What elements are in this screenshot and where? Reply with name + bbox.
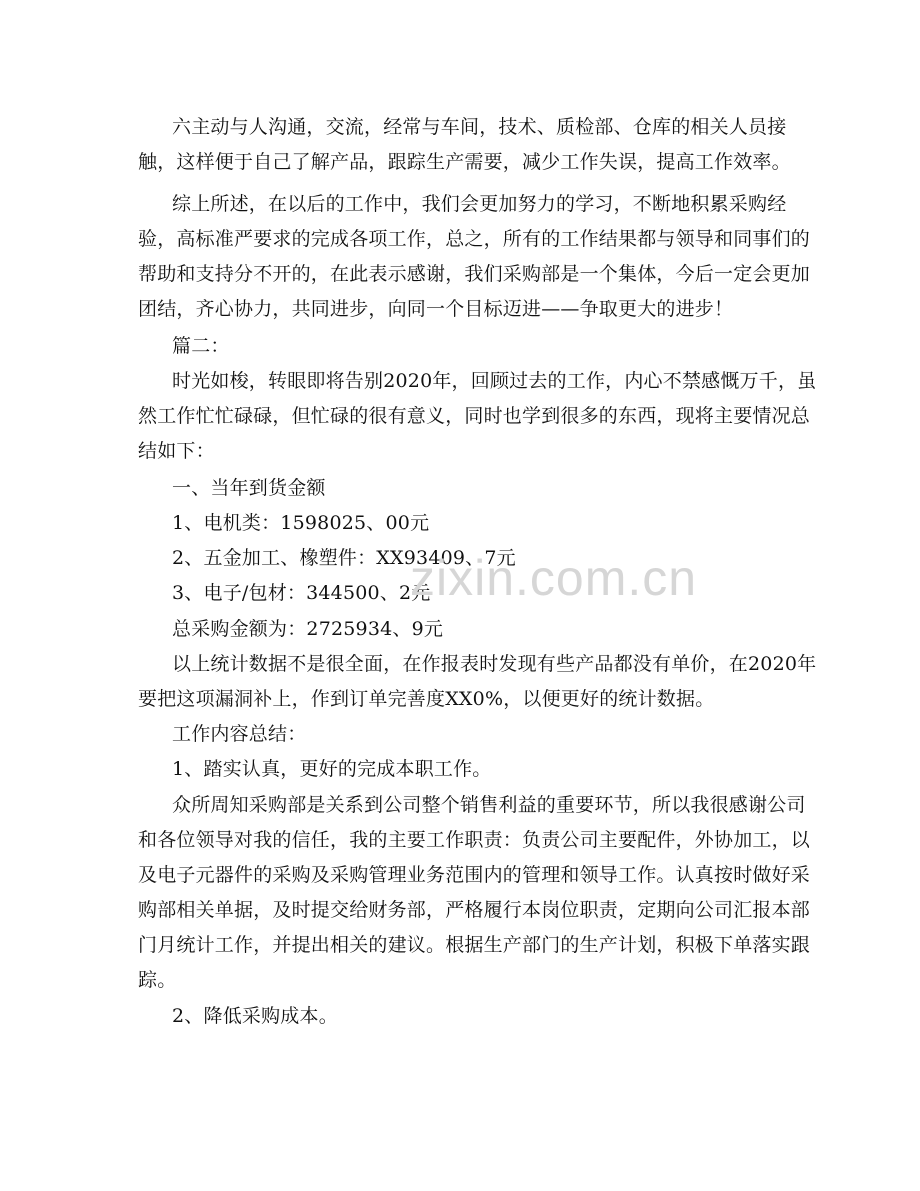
section-heading: 工作内容总结： (172, 723, 307, 745)
paragraph-line: 要把这项漏洞补上，作到订单完善度XX0%，以便更好的统计数据。 (138, 688, 715, 710)
paragraph-line: 门月统计工作，并提出相关的建议。根据生产部门的生产计划，积极下单落实跟 (138, 934, 811, 956)
paragraph-line: 踪。 (138, 969, 177, 991)
paragraph-line: 验，高标准严要求的完成各项工作，总之，所有的工作结果都与领导和同事们的 (138, 228, 811, 250)
paragraph-line: 帮助和支持分不开的，在此表示感谢，我们采购部是一个集体，今后一定会更加 (138, 263, 811, 285)
paragraph-line: 众所周知采购部是关系到公司整个销售利益的重要环节，所以我很感谢公司 (172, 794, 806, 816)
paragraph-line: 综上所述，在以后的工作中，我们会更加努力的学习，不断地积累采购经 (172, 193, 787, 215)
watermark: zixin.com.cn (410, 550, 698, 606)
paragraph-line: 触，这样便于自己了解产品，跟踪生产需要，减少工作失误，提高工作效率。 (138, 151, 791, 173)
list-item: 2、五金加工、橡塑件：XX93409、7元 (172, 547, 516, 569)
total-amount: 总采购金额为：2725934、9元 (172, 618, 444, 640)
list-item: 2、降低采购成本。 (172, 1005, 338, 1027)
paragraph-line: 和各位领导对我的信任，我的主要工作职责：负责公司主要配件，外协加工，以 (138, 829, 811, 851)
paragraph-line: 时光如梭，转眼即将告别2020年，回顾过去的工作，内心不禁感慨万千，虽 (172, 370, 817, 392)
list-item: 1、电机类：1598025、00元 (172, 512, 430, 534)
paragraph-line: 团结，齐心协力，共同进步，向同一个目标迈进——争取更大的进步！ (138, 298, 734, 320)
paragraph-line: 以上统计数据不是很全面，在作报表时发现有些产品都没有单价，在2020年 (172, 653, 817, 675)
list-heading: 一、当年到货金额 (172, 477, 326, 499)
paragraph-line: 及电子元器件的采购及采购管理业务范围内的管理和领导工作。认真按时做好采 (138, 864, 811, 886)
paragraph-line: 购部相关单据，及时提交给财务部，严格履行本岗位职责，定期向公司汇报本部 (138, 899, 811, 921)
paragraph-line: 结如下： (138, 440, 215, 462)
paragraph-line: 然工作忙忙碌碌，但忙碌的很有意义，同时也学到很多的东西，现将主要情况总 (138, 405, 811, 427)
paragraph-line: 六主动与人沟通，交流，经常与车间，技术、质检部、仓库的相关人员接 (172, 116, 787, 138)
list-item: 1、踏实认真，更好的完成本职工作。 (172, 758, 492, 780)
list-item: 3、电子/包材：344500、2元 (172, 582, 431, 604)
section-heading: 篇二： (172, 335, 230, 357)
